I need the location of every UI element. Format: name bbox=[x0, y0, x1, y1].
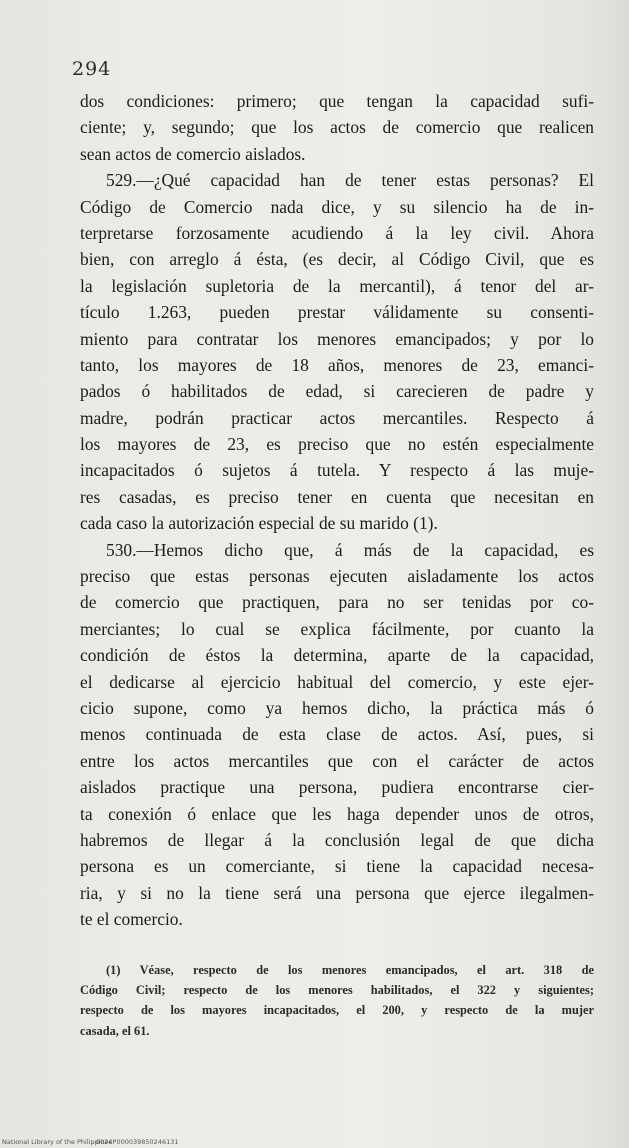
body-line: terpretarse forzosamente acudiendo á la ley civil. Ahora bbox=[80, 222, 594, 243]
body-line: te el comercio. bbox=[80, 909, 183, 930]
body-line: madre, podrán practicar actos mercantiles. Respecto á bbox=[80, 407, 594, 428]
body-line: ciente; y, segundo; que los actos de comercio que realicen bbox=[80, 117, 594, 138]
body-line: menos continuada de esta clase de actos. Así, pues, si bbox=[80, 724, 594, 745]
body-line: tanto, los mayores de 18 años, menores de 23, emanci- bbox=[80, 354, 594, 375]
body-line: preciso que estas personas ejecuten aisladamente los actos bbox=[80, 566, 594, 587]
library-credit: National Library of the Philippines bbox=[2, 1138, 113, 1146]
body-line: res casadas, es preciso tener en cuenta que necesitan en bbox=[80, 486, 594, 507]
body-line: tículo 1.263, pueden prestar válidamente su consenti- bbox=[80, 302, 594, 323]
body-line: ria, y si no la tiene será una persona que ejerce ilegalmen- bbox=[80, 882, 594, 903]
body-line: persona es un comerciante, si tiene la capacidad necesa- bbox=[80, 856, 594, 877]
body-line: dos condiciones: primero; que tengan la capacidad sufi- bbox=[80, 91, 594, 111]
body-line: cada caso la autorización especial de su marido (1). bbox=[80, 513, 438, 534]
footnote-line: (1) Véase, respecto de los menores emancipados, el art. 318 de bbox=[106, 963, 594, 977]
body-line: los mayores de 23, es preciso que no estén especialmente bbox=[80, 434, 594, 455]
body-line: ta conexión ó enlace que les haga depender unos de otros, bbox=[80, 803, 594, 824]
footnote-line: respecto de los mayores incapacitados, el 200, y respecto de la mujer bbox=[80, 1003, 594, 1018]
body-line: pados ó habilitados de edad, si carecieren de padre y bbox=[80, 381, 594, 402]
body-line: sean actos de comercio aislados. bbox=[80, 143, 306, 164]
body-line: habremos de llegar á la conclusión legal de que dicha bbox=[80, 829, 594, 850]
body-line: entre los actos mercantiles que con el carácter de actos bbox=[80, 750, 594, 771]
body-line: bien, con arreglo á ésta, (es decir, al Código Civil, que es bbox=[80, 249, 594, 270]
body-line: aislados practique una persona, pudiera encontrarse cier- bbox=[80, 777, 594, 798]
body-line: cicio supone, como ya hemos dicho, la práctica más ó bbox=[80, 697, 594, 718]
footnote-line: Código Civil; respecto de los menores habilitados, el 322 y siguientes; bbox=[80, 983, 594, 998]
body-line: de comercio que practiquen, para no ser tenidas por co- bbox=[80, 592, 594, 613]
footnote bbox=[80, 960, 594, 1041]
body-line: merciantes; lo cual se explica fácilmente, por cuanto la bbox=[80, 618, 594, 639]
body-text bbox=[80, 88, 594, 933]
body-line: condición de éstos la determina, aparte de la capacidad, bbox=[80, 645, 594, 666]
body-line: el dedicarse al ejercicio habitual del comercio, y este ejer- bbox=[80, 671, 594, 692]
body-line: 530.—Hemos dicho que, á más de la capacidad, es bbox=[106, 539, 594, 560]
body-line: Código de Comercio nada dice, y su silencio ha de in- bbox=[80, 196, 594, 217]
body-line: 529.—¿Qué capacidad han de tener estas personas? El bbox=[106, 170, 594, 191]
page-number: 294 bbox=[72, 58, 112, 80]
scan-identifier: 0024P000039850246131 bbox=[96, 1138, 179, 1146]
body-line: incapacitados ó sujetos á tutela. Y respecto á las muje- bbox=[80, 460, 594, 481]
footnote-line: casada, el 61. bbox=[80, 1023, 150, 1038]
body-line: miento para contratar los menores emancipados; y por lo bbox=[80, 328, 594, 349]
body-line: la legislación supletoria de la mercantil), á tenor del ar- bbox=[80, 275, 594, 296]
